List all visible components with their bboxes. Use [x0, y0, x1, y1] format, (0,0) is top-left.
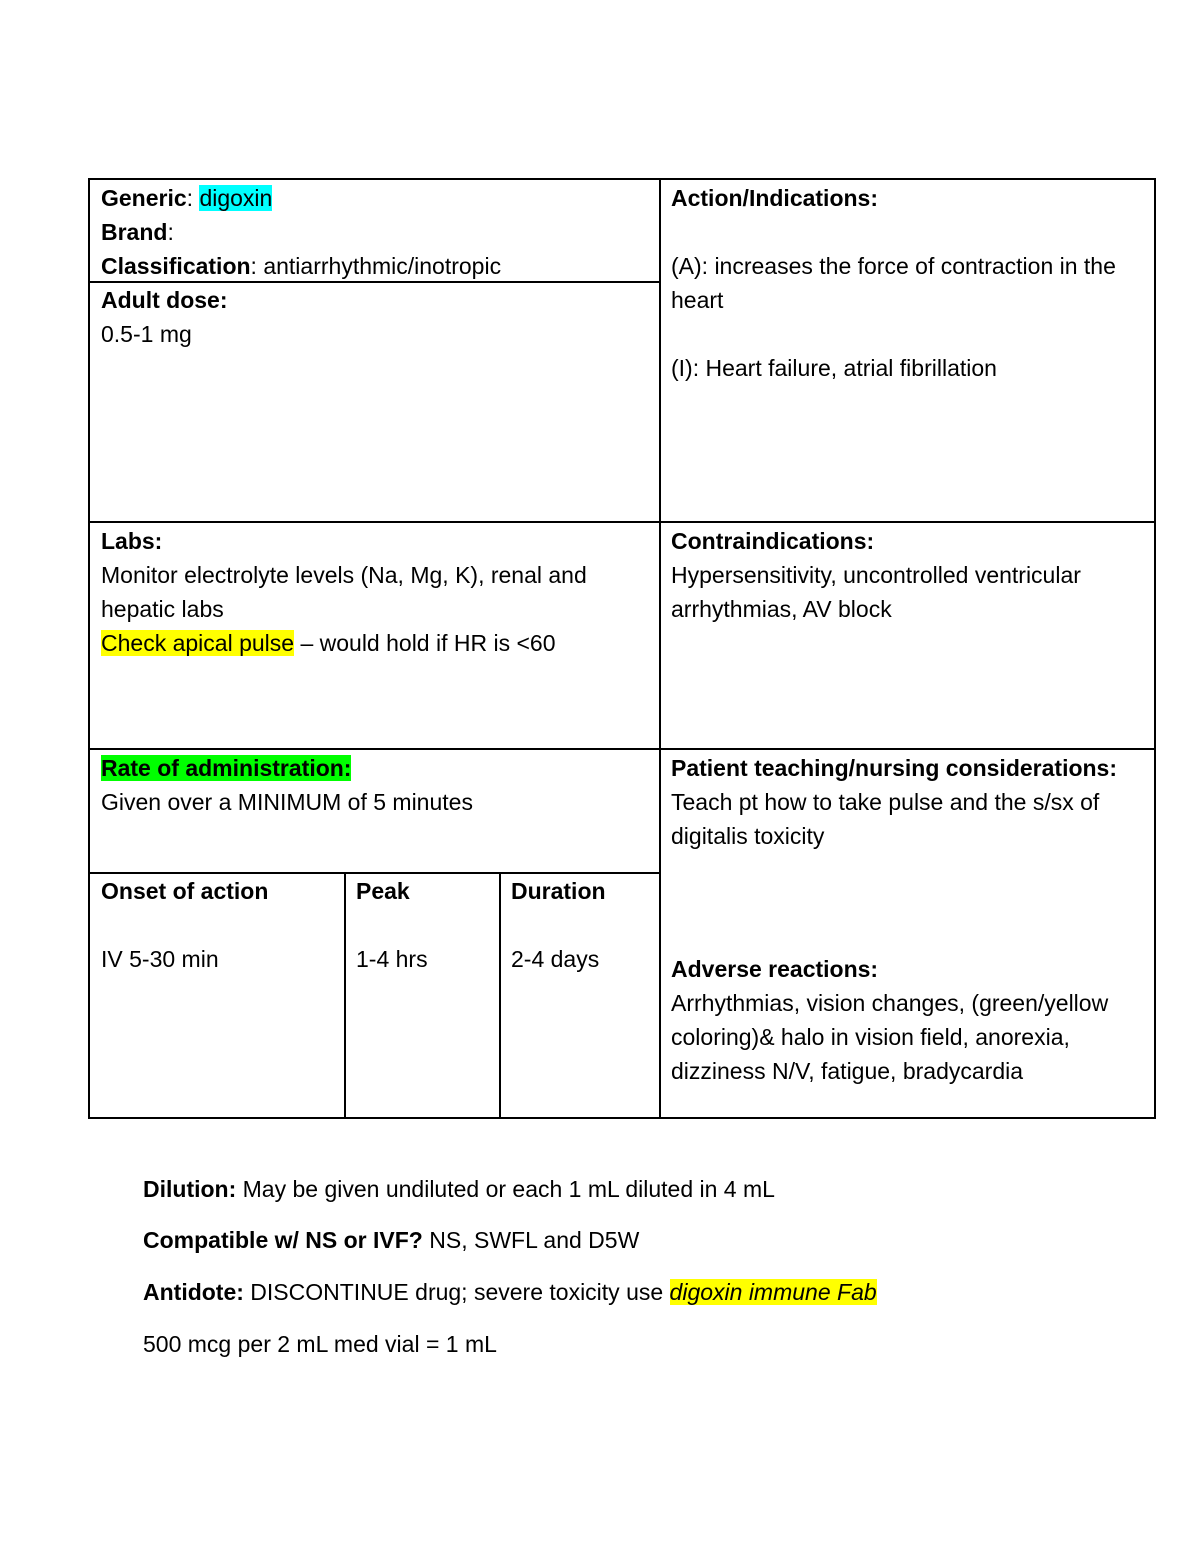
- apical-pulse-highlight: Check apical pulse: [101, 630, 295, 656]
- antidote-label: Antidote:: [143, 1279, 244, 1305]
- rate-cell: [101, 751, 651, 819]
- peak-value: 1-4 hrs: [356, 946, 428, 972]
- compatible-label: Compatible w/ NS or IVF?: [143, 1227, 423, 1253]
- indication-text: (I): Heart failure, atrial fibrillation: [671, 355, 997, 381]
- brand-line: Brand:: [101, 219, 174, 245]
- contraindications-cell: [671, 524, 1149, 626]
- labs-value: Monitor electrolyte levels (Na, Mg, K), renal and hepatic labs: [101, 562, 587, 622]
- labs-cell: [101, 524, 651, 660]
- classification-line: Classification: antiarrhythmic/inotropic: [101, 253, 502, 279]
- rate-value: Given over a MINIMUM of 5 minutes: [101, 789, 473, 815]
- action-text: (A): increases the force of contraction in the heart: [671, 253, 1116, 313]
- teaching-label: Patient teaching/nursing considerations:: [671, 755, 1118, 781]
- drug-card-table: [88, 178, 1156, 1119]
- adverse-reactions-cell: [671, 952, 1141, 1088]
- onset-value: IV 5-30 min: [101, 946, 219, 972]
- column-divider: [344, 872, 346, 1117]
- antidote-note: [143, 1275, 877, 1309]
- adverse-value: Arrhythmias, vision changes, (green/yellow coloring)& halo in vision field, anorexia, dizziness N/V, fatigue, bradycardia: [671, 990, 1109, 1084]
- dilution-value: May be given undiluted or each 1 mL diluted in 4 mL: [236, 1176, 775, 1202]
- onset-label: Onset of action: [101, 878, 269, 904]
- row-divider: [90, 748, 1154, 750]
- labs-pulse-line: [101, 626, 651, 660]
- peak-label: Peak: [356, 878, 410, 904]
- brand-label: Brand: [101, 219, 168, 245]
- action-label: Action/Indications:: [671, 185, 878, 211]
- apical-pulse-note: – would hold if HR is <60: [294, 630, 556, 656]
- onset-cell: [101, 874, 337, 976]
- labs-label: Labs:: [101, 528, 163, 554]
- adult-dose-value: 0.5-1 mg: [101, 321, 192, 347]
- patient-teaching-cell: [671, 751, 1151, 853]
- duration-cell: [511, 874, 651, 976]
- row-divider: [90, 521, 1154, 523]
- drug-identity-cell: [101, 181, 651, 283]
- rate-label-line: [101, 751, 651, 785]
- generic-line: Generic: digoxin: [101, 185, 273, 211]
- contraindications-label: Contraindications:: [671, 528, 875, 554]
- dilution-note: [143, 1172, 775, 1206]
- adult-dose-cell: [101, 283, 651, 351]
- teaching-value: Teach pt how to take pulse and the s/sx of digitalis toxicity: [671, 789, 1100, 849]
- antidote-value: DISCONTINUE drug; severe toxicity use: [243, 1279, 670, 1305]
- column-divider: [499, 872, 501, 1117]
- rate-label: Rate of administration:: [101, 755, 352, 781]
- adult-dose-label: Adult dose:: [101, 287, 228, 313]
- vial-note: 500 mcg per 2 mL med vial = 1 mL: [143, 1331, 497, 1357]
- dilution-label: Dilution:: [143, 1176, 237, 1202]
- peak-cell: [356, 874, 492, 976]
- generic-label: Generic: [101, 185, 187, 211]
- compatibility-note: [143, 1223, 639, 1257]
- duration-label: Duration: [511, 878, 606, 904]
- adverse-label: Adverse reactions:: [671, 956, 879, 982]
- duration-value: 2-4 days: [511, 946, 600, 972]
- compatible-value: NS, SWFL and D5W: [422, 1227, 640, 1253]
- generic-value: digoxin: [199, 185, 273, 211]
- contraindications-value: Hypersensitivity, uncontrolled ventricular arrhythmias, AV block: [671, 562, 1081, 622]
- classification-value: antiarrhythmic/inotropic: [263, 253, 502, 279]
- antidote-highlight: digoxin immune Fab: [669, 1279, 877, 1305]
- classification-label: Classification: [101, 253, 251, 279]
- action-indications-cell: [671, 181, 1149, 385]
- column-divider: [659, 180, 661, 1117]
